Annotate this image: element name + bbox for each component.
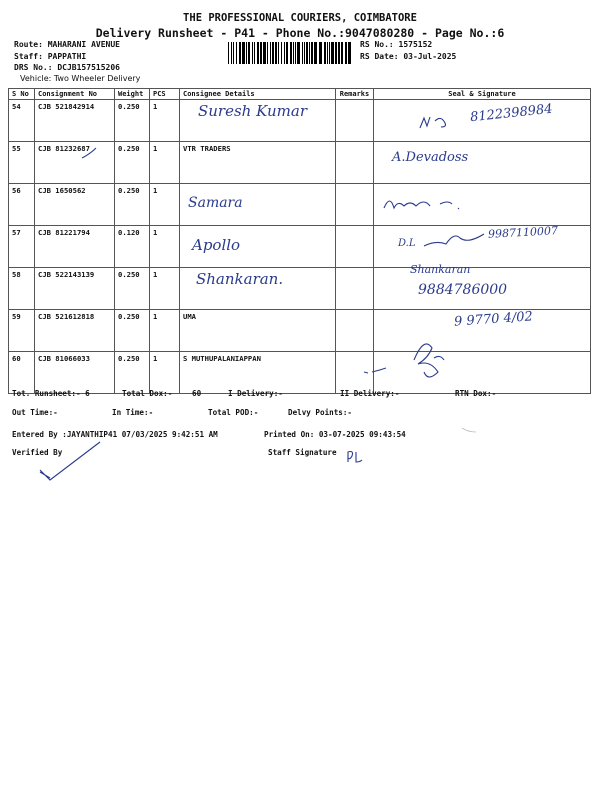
rs-date: RS Date: 03-Jul-2025: [360, 52, 457, 61]
staff-signature-scribble: [348, 452, 362, 463]
delvy-points: Delvy Points:-: [288, 408, 353, 417]
cell-sno: 57: [9, 226, 35, 268]
cell-consignment-no: CJB 81221794: [35, 226, 115, 268]
cell-sno: 58: [9, 268, 35, 310]
col-weight: Weight: [115, 89, 150, 100]
i-delivery: I Delivery:-: [228, 389, 283, 398]
col-seal-signature: Seal & Signature: [374, 89, 591, 100]
total-pod: Total POD:-: [208, 408, 259, 417]
cell-weight: 0.250: [115, 310, 150, 352]
handwritten-consignee-57: Apollo: [192, 236, 241, 254]
cell-consignee: VTR TRADERS: [180, 142, 336, 184]
handwritten-phone-54: 8122398984: [469, 101, 554, 126]
route-label: Route: MAHARANI AVENUE: [14, 40, 120, 49]
document-title: THE PROFESSIONAL COURIERS, COIMBATORE: [183, 12, 417, 24]
cell-weight: 0.250: [115, 268, 150, 310]
cell-pcs: 1: [150, 100, 180, 142]
handwritten-phone-59: 9 9770 4/02: [453, 309, 534, 330]
tick-mark-55: [82, 148, 96, 158]
cell-consignment-no: CJB 521612818: [35, 310, 115, 352]
ii-delivery: II Delivery:-: [340, 389, 400, 398]
rtn-dox: RTN Dox:-: [455, 389, 497, 398]
entered-by: Entered By :JAYANTHIP41 07/03/2025 9:42:51 AM: [12, 430, 218, 439]
handwritten-phone-58: 9884786000: [418, 282, 508, 298]
cell-consignment-no: CJB 522143139: [35, 268, 115, 310]
staff-label: Staff: PAPPATHI: [14, 52, 87, 61]
cell-weight: 0.250: [115, 100, 150, 142]
cell-pcs: 1: [150, 184, 180, 226]
pencil-mark: [462, 428, 476, 432]
cell-weight: 0.250: [115, 184, 150, 226]
cell-pcs: 1: [150, 352, 180, 394]
handwritten-signature-58: Shankaran: [410, 263, 471, 276]
document-subtitle: Delivery Runsheet - P41 - Phone No.:9047080280 - Page No.:6: [95, 26, 505, 40]
cell-weight: 0.120: [115, 226, 150, 268]
cell-consignment-no: CJB 1650562: [35, 184, 115, 226]
signature-scribble-57: [424, 234, 484, 246]
signature-scribble-60: [414, 344, 444, 377]
cell-sno: 54: [9, 100, 35, 142]
cell-pcs: 1: [150, 268, 180, 310]
col-sno: S No: [9, 89, 35, 100]
handwritten-signature-55: A.Devadoss: [392, 150, 469, 165]
cell-consignee: S MUTHUPALANIAPPAN: [180, 352, 336, 394]
handwritten-consignee-58: Shankaran.: [196, 270, 284, 288]
cell-sno: 55: [9, 142, 35, 184]
total-dox-value: 60: [192, 389, 202, 398]
cell-sno: 60: [9, 352, 35, 394]
staff-signature: Staff Signature: [268, 448, 337, 457]
cell-weight: 0.250: [115, 142, 150, 184]
cell-consignment-no: CJB 81066033: [35, 352, 115, 394]
cell-pcs: 1: [150, 142, 180, 184]
tick-mark-60: [364, 368, 386, 373]
cell-consignee: UMA: [180, 310, 336, 352]
handwritten-consignee-54: Suresh Kumar: [198, 102, 307, 120]
cell-pcs: 1: [150, 310, 180, 352]
printed-on: Printed On: 03-07-2025 09:43:54: [264, 430, 406, 439]
col-pcs: PCS: [150, 89, 180, 100]
signature-scribble-56: [384, 201, 459, 209]
col-consignee-details: Consignee Details: [180, 89, 336, 100]
vehicle-label: Vehicle: Two Wheeler Delivery: [20, 74, 141, 83]
handwritten-phone-57: 9987110007: [487, 224, 559, 241]
cell-consignment-no: CJB 81232687: [35, 142, 115, 184]
total-dox-label: Total Dox:-: [122, 389, 173, 398]
cell-pcs: 1: [150, 226, 180, 268]
rs-number: RS No.: 1575152: [360, 40, 433, 49]
out-time: Out Time:-: [12, 408, 58, 417]
drs-number: DRS No.: DCJB157515206: [14, 63, 120, 72]
cell-consignment-no: CJB 521842914: [35, 100, 115, 142]
signature-scribble-54: [420, 117, 446, 128]
verified-by: Verified By: [12, 448, 63, 457]
cell-sno: 56: [9, 184, 35, 226]
col-remarks: Remarks: [336, 89, 374, 100]
cell-sno: 59: [9, 310, 35, 352]
handwritten-initials-57: D.L: [398, 238, 416, 249]
total-runsheet: Tot. Runsheet:- 6: [12, 389, 90, 398]
in-time: In Time:-: [112, 408, 154, 417]
handwritten-consignee-56: Samara: [188, 195, 243, 211]
cell-weight: 0.250: [115, 352, 150, 394]
col-consignment-no: Consignment No: [35, 89, 115, 100]
